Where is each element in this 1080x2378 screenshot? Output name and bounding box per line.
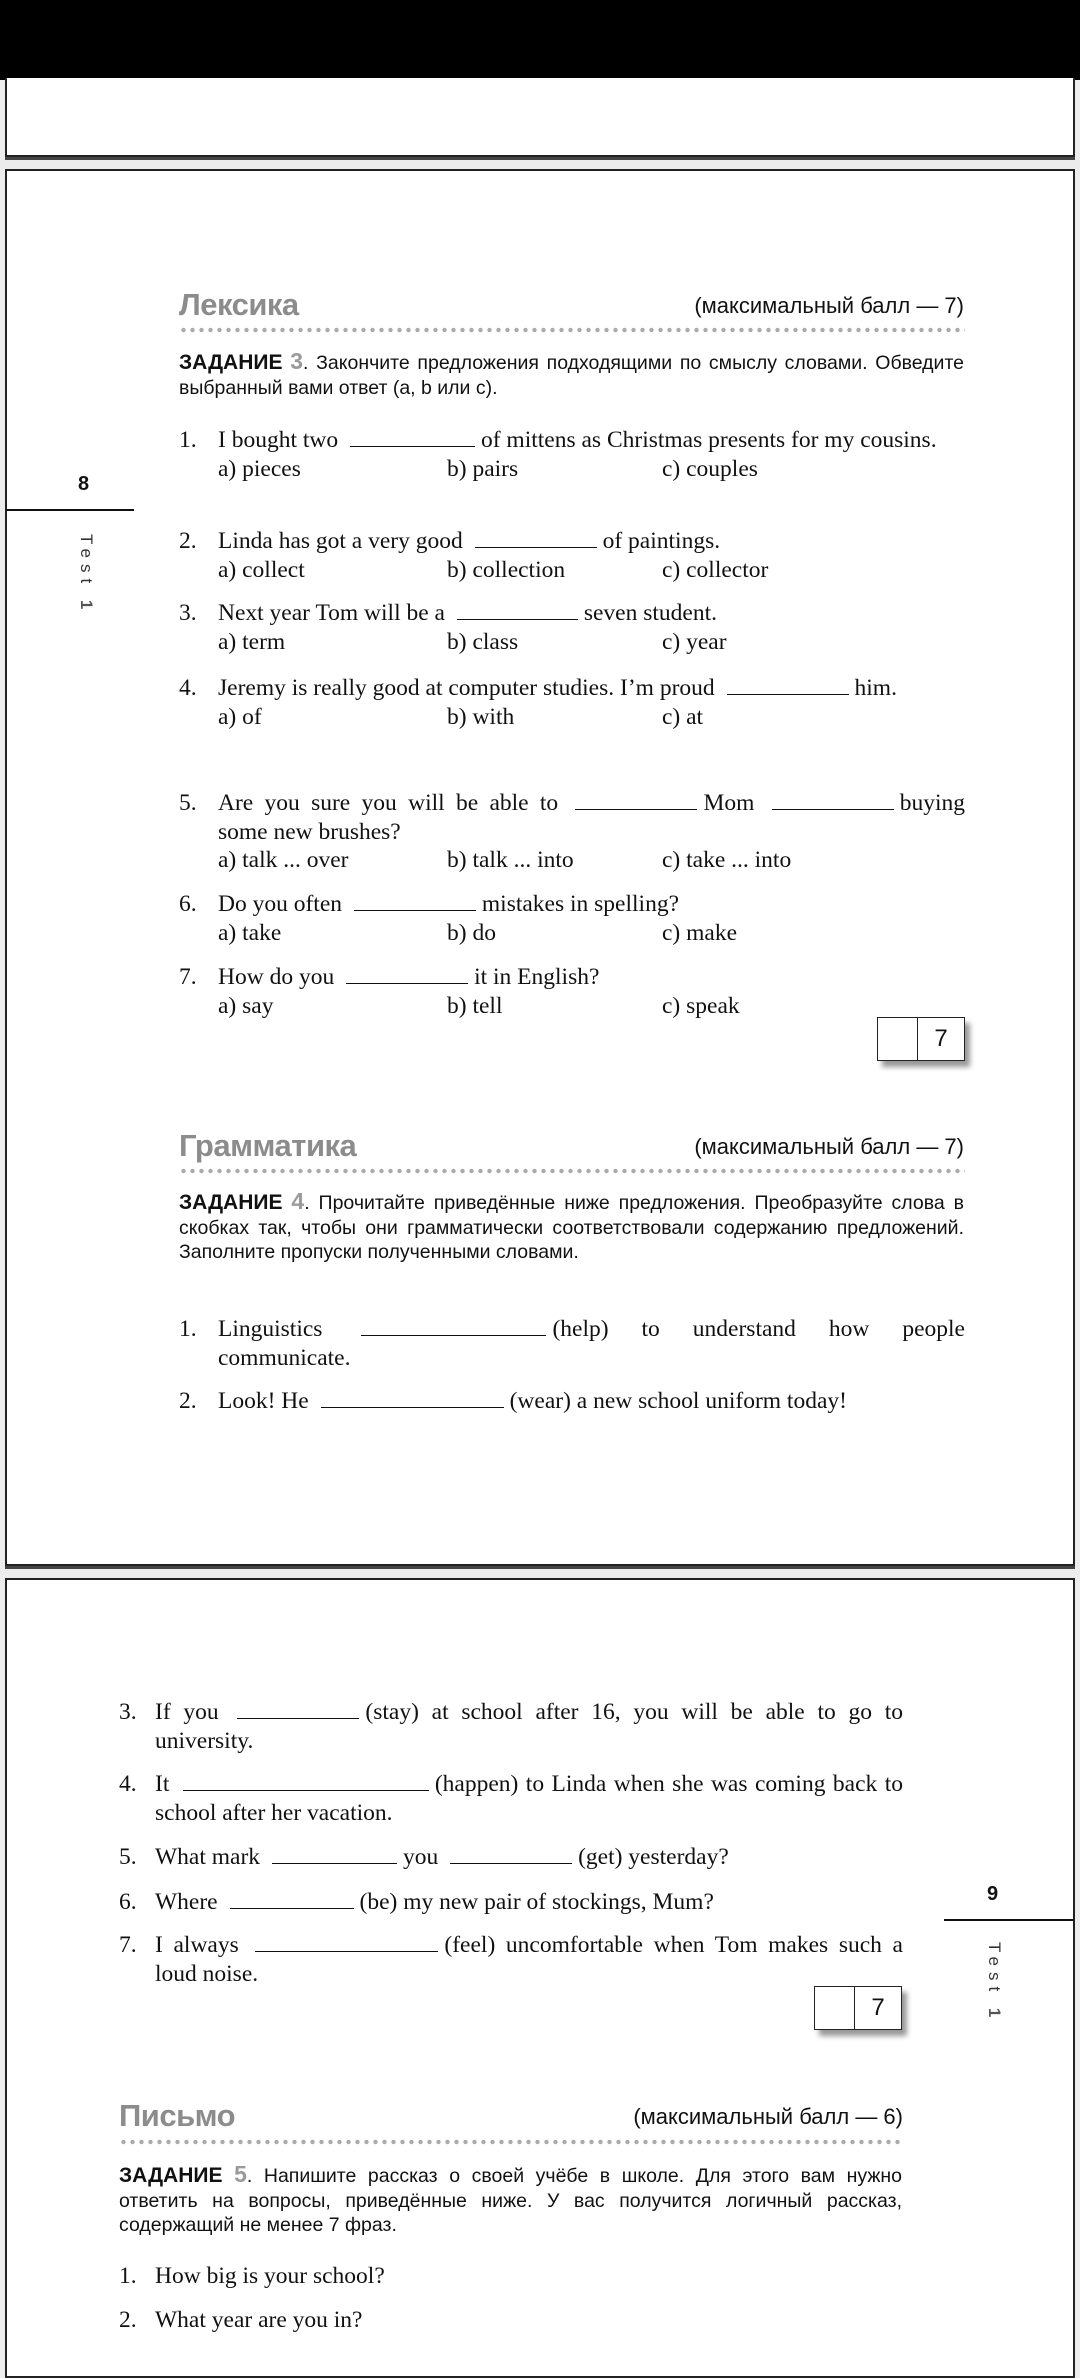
answer-options bbox=[218, 556, 965, 585]
score-input-cell[interactable] bbox=[878, 1018, 918, 1060]
item-sentence bbox=[218, 1387, 965, 1416]
side-label-text: Test bbox=[77, 534, 96, 590]
side-label-number: 1 bbox=[77, 599, 96, 616]
exercise-item bbox=[179, 789, 965, 875]
item-number: 3. bbox=[179, 600, 197, 626]
answer-options bbox=[218, 455, 965, 484]
max-score: (максимальный балл — 7) bbox=[694, 1134, 964, 1159]
task-label: ЗАДАНИЕ bbox=[119, 2164, 223, 2187]
answer-option-b[interactable]: b) tell bbox=[447, 992, 503, 1019]
sentence-part: Mom bbox=[703, 790, 755, 816]
answer-blank[interactable] bbox=[183, 1773, 429, 1791]
sentence-part: Where bbox=[155, 1889, 218, 1915]
item-number: 6. bbox=[119, 1889, 137, 1915]
answer-option-b[interactable]: b) collection bbox=[447, 556, 566, 583]
answer-option-a[interactable]: a) take bbox=[218, 919, 282, 946]
exercise-item bbox=[179, 527, 965, 584]
item-number: 4. bbox=[179, 675, 197, 701]
answer-option-a[interactable]: a) collect bbox=[218, 556, 305, 583]
answer-option-b[interactable]: b) with bbox=[447, 703, 515, 730]
page-number: 9 bbox=[987, 1883, 999, 1905]
answer-options bbox=[218, 992, 965, 1021]
dotted-divider bbox=[179, 327, 965, 333]
exercise-item bbox=[179, 599, 965, 656]
answer-options bbox=[218, 846, 965, 875]
item-sentence bbox=[218, 527, 965, 556]
task-text: . Напишите рассказ о своей учёбе в школе. Для этого вам нужно ответить на вопросы, приведённые ниже. У вас получится логичный рассказ, содержащий не менее 7 фраз. bbox=[119, 2165, 902, 2236]
side-label bbox=[76, 534, 96, 615]
item-number: 1. bbox=[119, 2263, 137, 2289]
exercise-item bbox=[179, 674, 965, 731]
answer-option-c[interactable]: c) couples bbox=[662, 455, 758, 482]
task-number: 3 bbox=[290, 348, 303, 374]
sentence-part: buying some new brushes? bbox=[218, 790, 966, 845]
task-text: . Прочитайте приведённые ниже предложения. Преобразуйте слова в скобках так, чтобы они грамматически соответствовали содержанию предложений. Заполните пропуски полученными словами. bbox=[179, 1192, 964, 1263]
sentence-part: (stay) at school after 16, you will be able to go to university. bbox=[155, 1699, 903, 1754]
answer-blank[interactable] bbox=[361, 1318, 546, 1336]
sentence-part: seven student. bbox=[583, 600, 717, 626]
item-number: 5. bbox=[119, 1844, 137, 1870]
exercise-item bbox=[119, 1770, 903, 1827]
section-heading-vocabulary: Лексика bbox=[179, 287, 299, 322]
answer-blank[interactable] bbox=[354, 893, 476, 911]
top-black-bar bbox=[0, 0, 1080, 80]
answer-option-b[interactable]: b) pairs bbox=[447, 455, 519, 482]
item-number: 2. bbox=[179, 1388, 197, 1414]
sentence-part: How big is your school? bbox=[155, 2263, 385, 2289]
answer-option-a[interactable]: a) pieces bbox=[218, 455, 301, 482]
answer-blank[interactable] bbox=[457, 602, 578, 620]
item-sentence bbox=[155, 1843, 903, 1872]
dotted-divider bbox=[179, 1168, 965, 1174]
sentence-part: Next year Tom will be a bbox=[218, 600, 445, 626]
item-sentence bbox=[218, 963, 965, 992]
exercise-item bbox=[119, 2306, 903, 2335]
exercise-item bbox=[179, 1315, 965, 1372]
answer-blank[interactable] bbox=[350, 429, 475, 447]
max-score: (максимальный балл — 6) bbox=[633, 2104, 903, 2129]
answer-option-c[interactable]: c) speak bbox=[662, 992, 740, 1019]
answer-blank[interactable] bbox=[346, 966, 468, 984]
item-number: 2. bbox=[119, 2307, 137, 2333]
task-label: ЗАДАНИЕ bbox=[179, 1191, 283, 1214]
exercise-item bbox=[179, 426, 965, 483]
answer-blank[interactable] bbox=[321, 1390, 504, 1408]
previous-page bbox=[5, 78, 1075, 157]
item-number: 7. bbox=[119, 1932, 137, 1958]
task-5-instructions bbox=[119, 2162, 902, 2238]
item-sentence bbox=[218, 789, 965, 846]
sentence-part: (happen) to Linda when she was coming back to school after her vacation. bbox=[155, 1771, 904, 1826]
sentence-part: What mark bbox=[155, 1844, 261, 1870]
item-number: 1. bbox=[179, 427, 197, 453]
answer-blank[interactable] bbox=[772, 792, 894, 810]
item-sentence bbox=[155, 1770, 903, 1827]
item-sentence bbox=[155, 2306, 903, 2335]
sentence-part: I bought two bbox=[218, 427, 339, 453]
exercise-item bbox=[179, 890, 965, 947]
answer-blank[interactable] bbox=[727, 677, 849, 695]
item-number: 6. bbox=[179, 891, 197, 917]
score-box[interactable] bbox=[877, 1017, 965, 1061]
exercise-item bbox=[119, 1843, 903, 1872]
answer-blank[interactable] bbox=[237, 1701, 359, 1719]
answer-option-b[interactable]: b) talk ... into bbox=[447, 847, 574, 873]
item-number: 7. bbox=[179, 964, 197, 990]
item-sentence bbox=[218, 1315, 965, 1372]
answer-option-c[interactable]: c) take ... into bbox=[662, 847, 792, 873]
sentence-part: Linguistics bbox=[218, 1316, 323, 1342]
item-sentence bbox=[155, 2262, 903, 2291]
answer-blank[interactable] bbox=[230, 1891, 354, 1909]
task-label: ЗАДАНИЕ bbox=[179, 351, 283, 374]
exercise-item bbox=[119, 2262, 903, 2291]
item-sentence bbox=[155, 1698, 903, 1755]
score-input-cell[interactable] bbox=[815, 1987, 855, 2029]
sentence-part: I always bbox=[155, 1932, 239, 1958]
item-sentence bbox=[218, 599, 965, 628]
item-sentence bbox=[155, 1888, 903, 1917]
answer-options bbox=[218, 628, 965, 657]
answer-option-c[interactable]: c) at bbox=[662, 703, 704, 730]
score-max-cell: 7 bbox=[934, 1025, 948, 1052]
sentence-part: Jeremy is really good at computer studies. I’m proud bbox=[218, 675, 715, 701]
item-number: 1. bbox=[179, 1316, 197, 1342]
item-sentence bbox=[218, 890, 965, 919]
page-number-divider bbox=[6, 509, 134, 511]
page-number-divider bbox=[944, 1919, 1074, 1921]
answer-blank[interactable] bbox=[475, 530, 597, 548]
answer-option-a[interactable]: a) of bbox=[218, 703, 262, 730]
item-sentence bbox=[218, 674, 965, 703]
sentence-part: Are you sure you will be able to bbox=[218, 790, 559, 816]
sentence-part: (feel) uncomfortable when Tom makes such a loud noise. bbox=[155, 1932, 903, 1987]
side-label-text: Test bbox=[985, 1942, 1004, 1998]
side-label bbox=[984, 1942, 1004, 2023]
item-sentence bbox=[218, 426, 965, 455]
sentence-part: (help) to understand how people communicate. bbox=[218, 1316, 965, 1371]
item-number: 3. bbox=[119, 1699, 137, 1725]
score-max-cell: 7 bbox=[871, 1994, 885, 2021]
answer-option-b[interactable]: b) do bbox=[447, 919, 496, 946]
sentence-part: Look! He bbox=[218, 1388, 309, 1414]
answer-blank[interactable] bbox=[575, 792, 697, 810]
exercise-item bbox=[179, 1387, 965, 1416]
exercise-item bbox=[119, 1931, 903, 1988]
sentence-part: Do you often bbox=[218, 891, 343, 917]
sentence-part: (get) yesterday? bbox=[578, 1844, 729, 1870]
sentence-part: (wear) a new school uniform today! bbox=[509, 1388, 847, 1414]
sentence-part: of mittens as Christmas presents for my cousins. bbox=[480, 427, 937, 453]
sentence-part: What year are you in? bbox=[155, 2307, 363, 2333]
section-heading-grammar: Грамматика bbox=[179, 1128, 357, 1163]
answer-option-a[interactable]: a) say bbox=[218, 992, 274, 1019]
sentence-part: How do you bbox=[218, 964, 335, 990]
item-number: 4. bbox=[119, 1771, 137, 1797]
side-label-number: 1 bbox=[985, 2007, 1004, 2024]
sentence-part: him. bbox=[854, 675, 897, 701]
answer-option-a[interactable]: a) talk ... over bbox=[218, 847, 349, 873]
exercise-item bbox=[179, 963, 965, 1020]
task-number: 4 bbox=[291, 1188, 305, 1214]
task-number: 5 bbox=[234, 2161, 247, 2187]
answer-options bbox=[218, 919, 965, 948]
answer-option-c[interactable]: c) year bbox=[662, 628, 727, 655]
answer-options bbox=[218, 703, 965, 732]
score-box[interactable] bbox=[814, 1986, 902, 2030]
exercise-item bbox=[119, 1888, 903, 1917]
sentence-part: of paintings. bbox=[602, 528, 721, 554]
sentence-part: it in English? bbox=[474, 964, 600, 990]
max-score: (максимальный балл — 7) bbox=[694, 293, 964, 318]
dotted-divider bbox=[119, 2139, 903, 2145]
sentence-part: If you bbox=[155, 1699, 219, 1725]
item-number: 5. bbox=[179, 790, 197, 816]
page-number: 8 bbox=[78, 473, 90, 495]
section-heading-writing: Письмо bbox=[119, 2098, 236, 2133]
answer-option-c[interactable]: c) make bbox=[662, 919, 738, 946]
sentence-part: Linda has got a very good bbox=[218, 528, 463, 554]
exercise-item bbox=[119, 1698, 903, 1755]
sentence-part: mistakes in spelling? bbox=[481, 891, 680, 917]
sentence-part: you bbox=[402, 1844, 439, 1870]
task-3-instructions bbox=[179, 349, 964, 400]
answer-blank[interactable] bbox=[272, 1846, 397, 1864]
item-number: 2. bbox=[179, 528, 197, 554]
answer-option-c[interactable]: c) collector bbox=[662, 556, 769, 583]
answer-blank[interactable] bbox=[450, 1846, 572, 1864]
task-4-instructions bbox=[179, 1189, 964, 1265]
sentence-part: It bbox=[155, 1771, 170, 1797]
answer-blank[interactable] bbox=[255, 1934, 438, 1952]
sentence-part: (be) my new pair of stockings, Mum? bbox=[359, 1889, 714, 1915]
answer-option-b[interactable]: b) class bbox=[447, 628, 519, 655]
item-sentence bbox=[155, 1931, 903, 1988]
answer-option-a[interactable]: a) term bbox=[218, 628, 286, 655]
task-text: . Закончите предложения подходящими по смыслу словами. Обведите выбранный вами ответ (a, b или c). bbox=[179, 352, 964, 399]
